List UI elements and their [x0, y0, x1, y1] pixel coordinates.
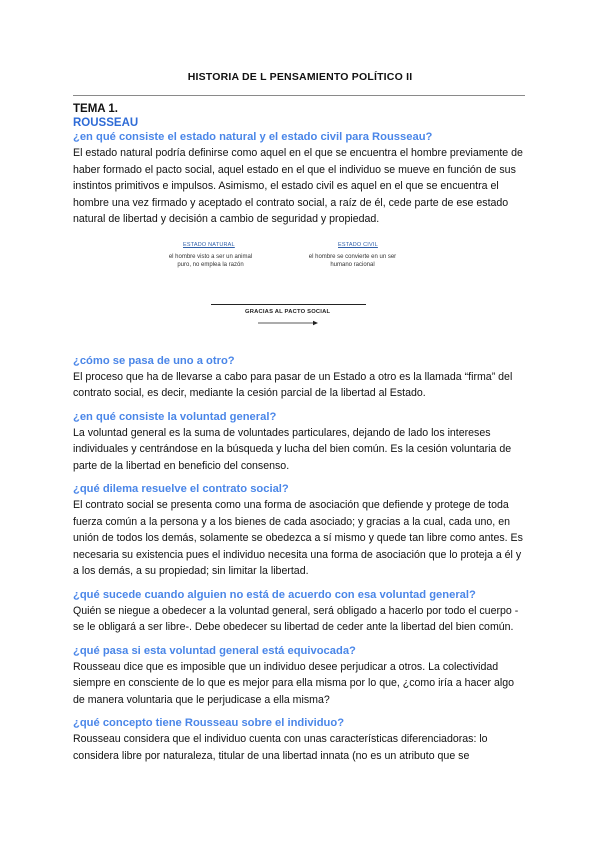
diagram-caption: GRACIAS AL PACTO SOCIAL: [245, 308, 331, 315]
section-desacuerdo: [73, 588, 528, 636]
section-estado-natural: [73, 130, 528, 228]
diagram-divider-line: [211, 304, 366, 305]
section-answer: El proceso que ha de llevarse a cabo para pasar de un Estado a otro es la llamada “firma” del contrato social, es decir, mediante la cesión parcial de la libertad al Estado.: [73, 370, 513, 399]
section-voluntad-general: [73, 410, 528, 475]
diagram-text-natural: el hombre visto a ser un animal puro, no emplea la razón: [168, 253, 253, 268]
author-heading: ROUSSEAU: [73, 117, 139, 129]
section-question: ¿en qué consiste el estado natural y el estado civil para Rousseau?: [73, 131, 433, 143]
section-question: ¿qué concepto tiene Rousseau sobre el individuo?: [73, 717, 345, 729]
section-transition: [73, 354, 528, 402]
section-answer: Rousseau dice que es imposible que un individuo desee perjudicar a otros. La colectividad siempre en consciente de lo que es mejor para ella misma por lo que, ¿como iría a hacer algo de manera voluntaria que le perjudicase a ella misma?: [73, 660, 515, 706]
section-individuo: [73, 716, 528, 764]
diagram-heading-natural: ESTADO NATURAL: [183, 241, 235, 248]
section-answer: Quién se niegue a obedecer a la voluntad general, será obligado a hacerlo por todo el cuerpo -se le obligará a ser libre-. Debe obedecer su libertad de ceder ante la libertad del bien común.: [73, 604, 519, 633]
title-divider: [73, 95, 525, 96]
section-dilema: [73, 482, 528, 580]
section-question: ¿en qué consiste la voluntad general?: [73, 410, 277, 423]
section-equivocada: [73, 644, 528, 709]
state-transition-diagram: [73, 240, 528, 332]
diagram-heading-civil: ESTADO CIVIL: [338, 241, 378, 248]
diagram-text-civil: el hombre se convierte en un ser humano racional: [308, 253, 397, 268]
topic-heading: TEMA 1.: [73, 103, 118, 115]
section-answer: El contrato social se presenta como una forma de asociación que defiende y protege de toda fuerza común a la persona y a los bienes de cada asociado; y gracias a la cual, cada uno, en unión de todos los demás, solamente se obedezca a sí mismo y quede tan libre como antes. Es necesaria su existencia pues el individuo necesita una forma de asociación que lo proteja a él y a los demás, a su propiedad; sin limitar la libertad.: [73, 499, 523, 577]
section-answer: La voluntad general es la suma de voluntades particulares, dejando de lado los intereses individuales y centrándose en la búsqueda y lucha del bien común. Es la cesión voluntaria de parte de la libertad en beneficio del consenso.: [73, 426, 512, 472]
section-answer: El estado natural podría definirse como aquel en el que se encuentra el hombre previamente de haber formado el pacto social, aquel estado en el que el individuo se mueve en función de sus instintos primitivos e impulsos. Asimismo, el estado civil es aquel en el que se encuentra el hombre una vez firmado y aceptado el contrato social, a raíz de él, cede parte de ese estado natural de libertad y decisión a cambio de seguridad y propiedad.: [73, 147, 523, 225]
section-question: ¿qué dilema resuelve el contrato social?: [73, 483, 289, 495]
section-question: ¿qué pasa si esta voluntad general está equivocada?: [73, 644, 356, 657]
section-question: ¿cómo se pasa de uno a otro?: [73, 354, 235, 367]
section-answer: Rousseau considera que el individuo cuenta con unas características diferenciadoras: lo considera libre por naturaleza, titular de una libertad innata (no es un atributo que se: [73, 733, 488, 762]
document-title: HISTORIA DE L PENSAMIENTO POLÍTICO II: [187, 71, 413, 83]
document-body: [73, 102, 528, 772]
section-question: ¿qué sucede cuando alguien no está de acuerdo con esa voluntad general?: [73, 588, 476, 601]
arrow-right-icon: [258, 320, 318, 326]
